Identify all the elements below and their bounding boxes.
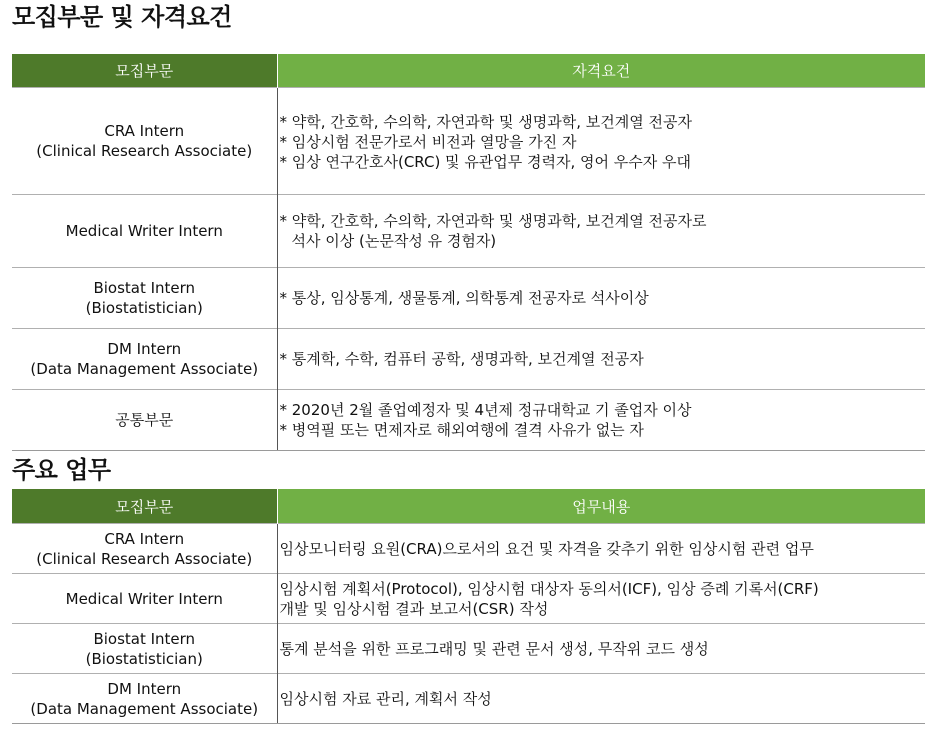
table-header-row: [12, 54, 925, 88]
category-subtitle: (Clinical Research Associate): [36, 549, 253, 568]
description-cell: [277, 88, 925, 195]
header-recruitment-field: 모집부문: [12, 489, 277, 524]
description-cell: [277, 524, 925, 574]
description-line: 석사 이상 (논문작성 유 경험자): [291, 232, 497, 250]
description-line: * 약학, 간호학, 수의학, 자연과학 및 생명과학, 보건계열 전공자로: [279, 212, 707, 230]
category-name: DM Intern: [107, 679, 182, 698]
description-line: 임상시험 계획서(Protocol), 임상시험 대상자 동의서(ICF), 임상 증례 기록서(CRF): [279, 579, 819, 598]
description-cell: [277, 268, 925, 329]
category-cell: [12, 88, 277, 195]
header-recruitment-field: 모집부문: [12, 54, 277, 88]
category-name: DM Intern: [107, 340, 182, 358]
description-cell: [277, 195, 925, 268]
table-row: [12, 268, 925, 329]
table-row: [12, 390, 925, 451]
category-cell: [12, 524, 277, 574]
category-name: CRA Intern: [104, 122, 185, 140]
category-cell: [12, 574, 277, 624]
table-row: [12, 624, 925, 674]
description-line: 개발 및 임상시험 결과 보고서(CSR) 작성: [279, 599, 549, 618]
table-row: [12, 88, 925, 195]
description-line: * 통계학, 수학, 컴퓨터 공학, 생명과학, 보건계열 전공자: [279, 350, 644, 368]
category-name: Biostat Intern: [93, 629, 196, 648]
description-line: * 약학, 간호학, 수의학, 자연과학 및 생명과학, 보건계열 전공자: [279, 113, 692, 131]
description-cell: [277, 674, 925, 724]
description-cell: [277, 390, 925, 451]
description-line: 임상모니터링 요원(CRA)으로서의 요건 및 자격을 갖추기 위한 임상시험 관련 업무: [279, 539, 814, 558]
description-line: * 2020년 2월 졸업예정자 및 4년제 정규대학교 기 졸업자 이상: [279, 401, 692, 419]
category-subtitle: (Biostatistician): [85, 299, 203, 317]
header-duties: 업무내용: [277, 489, 925, 524]
description-cell: [277, 624, 925, 674]
category-name: Biostat Intern: [93, 279, 196, 297]
duties-table: [12, 489, 925, 724]
category-cell: [12, 195, 277, 268]
category-subtitle: (Data Management Associate): [30, 699, 259, 718]
category-cell: [12, 268, 277, 329]
category-name: 공통부문: [115, 411, 174, 429]
section-title-qualifications: 모집부문 및 자격요건: [12, 3, 232, 31]
table-row: [12, 329, 925, 390]
category-cell: [12, 674, 277, 724]
table-row: [12, 195, 925, 268]
category-subtitle: (Biostatistician): [85, 649, 203, 668]
category-cell: [12, 390, 277, 451]
category-name: CRA Intern: [104, 529, 185, 548]
category-cell: [12, 624, 277, 674]
section-title-main-duties: 주요 업무: [12, 456, 111, 484]
description-line: * 병역필 또는 면제자로 해외여행에 결격 사유가 없는 자: [279, 421, 644, 439]
description-line: 통계 분석을 위한 프로그래밍 및 관련 문서 생성, 무작위 코드 생성: [279, 639, 709, 658]
description-line: 임상시험 자료 관리, 계획서 작성: [279, 689, 492, 708]
description-line: * 임상시험 전문가로서 비전과 열망을 가진 자: [279, 133, 577, 151]
table-row: [12, 574, 925, 624]
description-line: * 임상 연구간호사(CRC) 및 유관업무 경력자, 영어 우수자 우대: [279, 153, 692, 171]
table-header-row: [12, 489, 925, 524]
category-name: Medical Writer Intern: [65, 222, 223, 240]
category-subtitle: (Data Management Associate): [30, 360, 259, 378]
qualifications-table: [12, 54, 925, 451]
table-row: [12, 674, 925, 724]
description-cell: [277, 329, 925, 390]
header-qualifications: 자격요건: [277, 54, 925, 88]
category-cell: [12, 329, 277, 390]
description-line: * 통상, 임상통계, 생물통계, 의학통계 전공자로 석사이상: [279, 289, 649, 307]
description-cell: [277, 574, 925, 624]
category-subtitle: (Clinical Research Associate): [36, 142, 253, 160]
table-row: [12, 524, 925, 574]
category-name: Medical Writer Intern: [65, 589, 223, 608]
